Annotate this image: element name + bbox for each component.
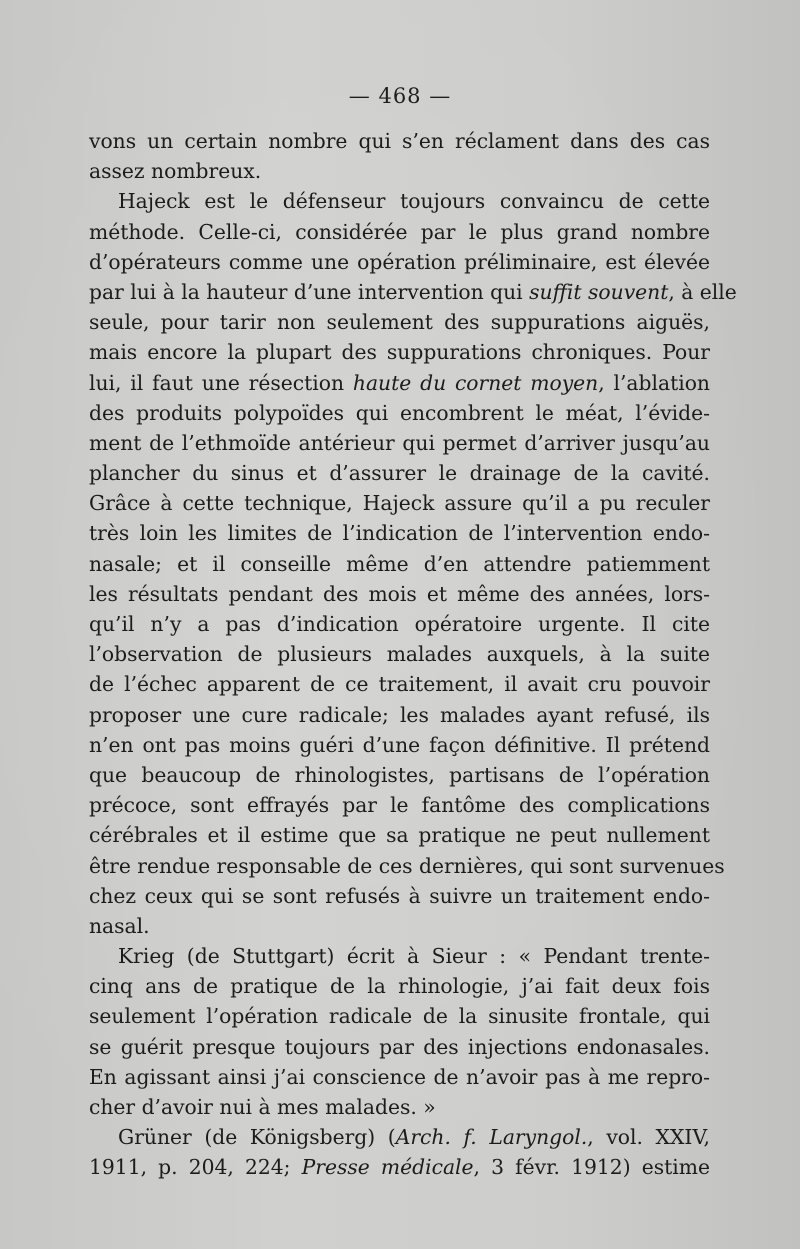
text-line: proposer une cure radicale; les malades ayant refusé, ils bbox=[89, 702, 710, 727]
text-segment: , à elle bbox=[668, 279, 737, 304]
text-line: plancher du sinus et d’assurer le drainage de la cavité. bbox=[89, 461, 710, 486]
text-line: de l’échec apparent de ce traitement, il avait cru pouvoir bbox=[89, 672, 710, 697]
text-line: des produits polypoïdes qui encombrent le méat, l’évide- bbox=[89, 400, 710, 425]
text-segment: , vol. XXIV, bbox=[587, 1125, 710, 1150]
text-line: nasale; et il conseille même d’en attendre patiemment bbox=[89, 551, 710, 576]
text-line bbox=[89, 368, 710, 398]
text-segment: 1911, p. 204, 224; bbox=[89, 1155, 302, 1180]
italic-segment: Presse médicale bbox=[301, 1155, 474, 1180]
text-line: précoce, sont effrayés par le fantôme des complications bbox=[89, 793, 710, 818]
text-line: mais encore la plupart des suppurations chroniques. Pour bbox=[89, 340, 710, 365]
text-line: que beaucoup de rhinologistes, partisans de l’opération bbox=[89, 762, 710, 787]
text-line bbox=[89, 1122, 710, 1152]
text-line bbox=[89, 277, 737, 307]
text-segment: lui, il faut une résection bbox=[89, 370, 353, 395]
text-line: assez nombreux. bbox=[89, 159, 262, 184]
text-line: Hajeck est le défenseur toujours convaincu de cette bbox=[118, 189, 710, 214]
text-line: très loin les limites de l’indication de l’intervention endo- bbox=[89, 521, 710, 546]
text-segment: par lui à la hauteur d’une intervention qui bbox=[89, 279, 530, 304]
italic-segment: Arch. f. Laryngol. bbox=[395, 1125, 588, 1150]
text-segment: , l’ablation bbox=[598, 370, 710, 395]
text-line: cinq ans de pratique de la rhinologie, j’ai fait deux fois bbox=[89, 974, 710, 999]
body-text bbox=[89, 126, 737, 1183]
text-segment: Grüner (de Königsberg) ( bbox=[118, 1125, 396, 1150]
text-line: Grâce à cette technique, Hajeck assure qu’il a pu reculer bbox=[89, 491, 710, 516]
text-line: se guérit presque toujours par des injections endonasales. bbox=[89, 1034, 710, 1059]
text-line: d’opérateurs comme une opération préliminaire, est élevée bbox=[89, 249, 710, 274]
text-line: ment de l’ethmoïde antérieur qui permet d’arriver jusqu’au bbox=[89, 430, 710, 455]
text-line: l’observation de plusieurs malades auxquels, à la suite bbox=[89, 642, 710, 667]
text-line bbox=[89, 1152, 710, 1182]
text-line: cher d’avoir nui à mes malades. » bbox=[89, 1095, 436, 1119]
text-line: les résultats pendant des mois et même des années, lors- bbox=[89, 581, 710, 606]
text-line: vons un certain nombre qui s’en réclament dans des cas bbox=[89, 129, 710, 153]
text-line: chez ceux qui se sont refusés à suivre un traitement endo- bbox=[89, 883, 710, 908]
text-line: nasal. bbox=[89, 913, 150, 938]
text-line: cérébrales et il estime que sa pratique ne peut nullement bbox=[89, 823, 710, 848]
text-line: qu’il n’y a pas d’indication opératoire urgente. Il cite bbox=[89, 612, 710, 636]
page-number: — 468 — bbox=[348, 84, 452, 108]
text-line: seule, pour tarir non seulement des suppurations aiguës, bbox=[89, 310, 710, 335]
italic-segment: haute du cornet moyen bbox=[352, 370, 599, 395]
text-line: Krieg (de Stuttgart) écrit à Sieur : « Pendant trente- bbox=[118, 944, 710, 969]
text-line: seulement l’opération radicale de la sinusite frontale, qui bbox=[89, 1004, 710, 1029]
text-line: En agissant ainsi j’ai conscience de n’avoir pas à me repro- bbox=[89, 1064, 710, 1089]
text-line: être rendue responsable de ces dernières, qui sont survenues bbox=[89, 853, 725, 878]
text-line: méthode. Celle-ci, considérée par le plus grand nombre bbox=[89, 219, 710, 244]
text-line: n’en ont pas moins guéri d’une façon définitive. Il prétend bbox=[89, 732, 710, 757]
italic-segment: suffit souvent bbox=[529, 279, 669, 304]
text-segment: , 3 févr. 1912) estime bbox=[473, 1155, 711, 1180]
